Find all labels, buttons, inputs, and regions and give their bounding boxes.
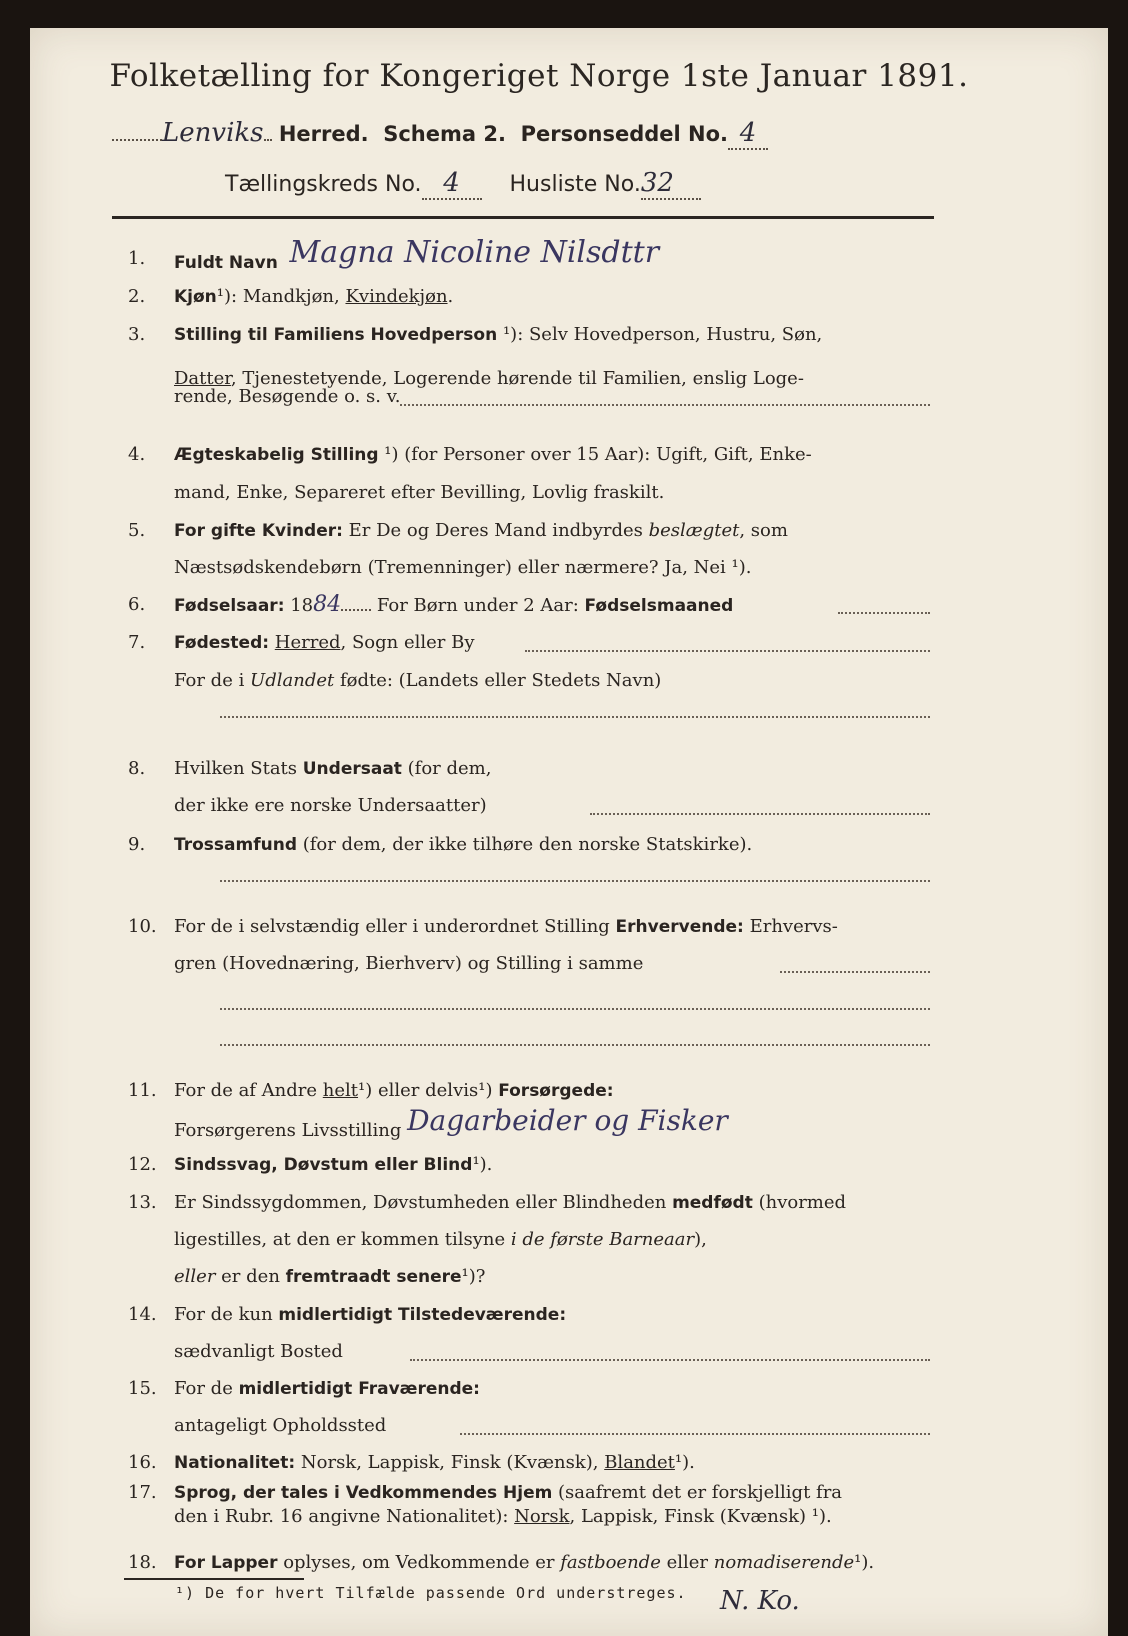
q9-answer-line (220, 880, 930, 882)
q5-italic: beslægtet (648, 520, 740, 541)
q2-label: Kjøn (174, 287, 217, 307)
q3-answer-line (400, 404, 930, 406)
q17-line2b: , Lappisk, Finsk (Kvænsk) ¹). (569, 1506, 832, 1527)
q7-underlined: Herred (274, 632, 341, 653)
taellingskreds-line (225, 168, 701, 200)
taellingskreds-label: Tællingskreds No. (225, 172, 422, 197)
q3-line1: : Selv Hovedperson, Hustru, Søn, (517, 324, 823, 345)
q18-line1c: ¹). (854, 1552, 875, 1573)
q5-label: For gifte Kvinder: (174, 521, 343, 541)
q10-line1b: Erhvervs- (743, 916, 838, 937)
q16-text: Norsk, Lappisk, Finsk (Kvænsk), (295, 1452, 605, 1473)
q11-label: Forsørgede: (498, 1081, 614, 1101)
q15-answer-line (460, 1433, 930, 1435)
q11-line1a: For de af Andre (174, 1080, 323, 1101)
q14-number: 14. (128, 1304, 157, 1325)
q7-label: Fødested: (174, 633, 270, 653)
q10-label: Erhvervende: (615, 917, 744, 937)
q10-number: 10. (128, 916, 157, 937)
q13-line3-italic: eller (174, 1266, 216, 1287)
q17-line1: (saafremt det er forskjelligt fra (552, 1482, 843, 1503)
q17-underlined: Norsk (514, 1506, 570, 1527)
q18-label: For Lapper (174, 1553, 278, 1573)
q10-answer-line-2 (220, 1008, 930, 1010)
q8-number: 8. (128, 758, 146, 779)
q6-answer: 84 (313, 592, 342, 617)
q4-line1: (for Personer over 15 Aar): Ugift, Gift, Enke- (398, 444, 812, 465)
q14-line2: sædvanligt Bosted (174, 1341, 343, 1362)
q13-number: 13. (128, 1192, 157, 1213)
q14-answer-line (410, 1359, 930, 1361)
q13-line3a: er den (215, 1266, 286, 1287)
personseddel-no: 4 (739, 118, 757, 148)
q13-line1b: (hvormed (752, 1192, 847, 1213)
q11-number: 11. (128, 1080, 157, 1101)
q2-sup: ¹) (216, 286, 232, 307)
q18-italic2: nomadiserende (713, 1552, 855, 1573)
q17-label: Sprog, der tales i Vedkommendes Hjem (174, 1483, 553, 1503)
q7-answer-line (525, 650, 930, 652)
q13-italic: i de første Barneaar (510, 1229, 695, 1250)
q18-line1a: oplyses, om Vedkommende er (277, 1552, 561, 1573)
q8-line2: der ikke ere norske Undersaatter) (174, 795, 487, 816)
q15-number: 15. (128, 1378, 157, 1399)
q10-line1a: For de i selvstændig eller i underordnet Stilling (174, 916, 616, 937)
q14-line1a: For de kun (174, 1304, 279, 1325)
q8-line1b: (for dem, (401, 758, 492, 779)
q7-line2b: fødte: (Landets eller Stedets Navn) (334, 670, 662, 691)
q5-line2: Næstsødskendebørn (Tremenninger) eller nærmere? Ja, Nei ¹). (174, 557, 752, 578)
q18-number: 18. (128, 1552, 157, 1573)
q14-label: midlertidigt Tilstedeværende: (278, 1305, 567, 1325)
q3-line3: rende, Besøgende o. s. v. (174, 386, 401, 407)
q7-text: , Sogn eller By (340, 632, 475, 653)
personseddel-label: Personseddel No. (520, 122, 728, 146)
q13-line2b: ), (694, 1229, 707, 1250)
q10-line2: gren (Hovednæring, Bierhverv) og Stilling i samme (174, 953, 644, 974)
q11-answer: Dagarbeider og Fisker (407, 1104, 728, 1137)
q4-line2: mand, Enke, Separeret efter Bevilling, Lovlig fraskilt. (174, 482, 665, 503)
footnote: ¹) De for hvert Tilfælde passende Ord understreges. (175, 1584, 687, 1602)
q3-line2: , Tjenestetyende, Logerende hørende til Familien, enslig Loge- (230, 368, 804, 389)
q5-line1: Er De og Deres Mand indbyrdes (342, 520, 649, 541)
q4-number: 4. (128, 444, 146, 465)
q11-underlined: helt (322, 1080, 359, 1101)
q2-underlined: Kvindekjøn (345, 286, 448, 307)
q2-number: 2. (128, 286, 146, 307)
q13-line1a: Er Sindssygdommen, Døvstumheden eller Blindheden (174, 1192, 673, 1213)
q5-number: 5. (128, 520, 146, 541)
q15-line1a: For de (174, 1378, 239, 1399)
q12-number: 12. (128, 1154, 157, 1175)
q10-answer-line-3 (220, 1044, 930, 1046)
q5-line1-end: , som (739, 520, 788, 541)
taellingskreds-no: 4 (443, 168, 460, 198)
herred-name: Lenviks (162, 118, 264, 148)
footnote-rule (124, 1578, 304, 1580)
q11-line1b: ¹) eller delvis¹) (358, 1080, 499, 1101)
q3-sup: ¹) (502, 324, 518, 345)
q6-text: For Børn under 2 Aar: (371, 595, 585, 616)
q8-label: Undersaat (302, 759, 402, 779)
q6-number: 6. (128, 594, 146, 615)
q11-line2: Forsørgerens Livsstilling (174, 1120, 402, 1141)
q13-line3b: ¹)? (461, 1266, 486, 1287)
q16-number: 16. (128, 1452, 157, 1473)
q7-number: 7. (128, 632, 146, 653)
signature: N. Ko. (720, 1586, 800, 1616)
q18-italic1: fastboende (560, 1552, 661, 1573)
q3-underlined: Datter (174, 368, 231, 389)
q16-label: Nationalitet: (174, 1453, 296, 1473)
q1-number: 1. (128, 248, 146, 269)
form-title: Folketælling for Kongeriget Norge 1ste Januar 1891. (109, 58, 969, 94)
q6-label2: Fødselsmaaned (584, 596, 734, 616)
q4-label: Ægteskabelig Stilling (174, 445, 379, 465)
q8-answer-line (590, 813, 930, 815)
q2-end: . (447, 286, 454, 307)
q7-italic: Udlandet (250, 670, 335, 691)
q12-label: Sindssvag, Døvstum eller Blind (174, 1155, 473, 1175)
q6-label: Fødselsaar: (174, 596, 285, 616)
q16-end: ¹). (674, 1452, 695, 1473)
q15-line2: antageligt Opholdssted (174, 1415, 387, 1436)
q13-label: medfødt (672, 1193, 753, 1213)
q1-answer: Magna Nicoline Nilsdttr (289, 235, 660, 270)
q8-line1a: Hvilken Stats (174, 758, 303, 779)
q9-label: Trossamfund (174, 835, 297, 855)
q13-label2: fremtraadt senere (285, 1267, 462, 1287)
q17-line2a: den i Rubr. 16 angivne Nationalitet): (174, 1506, 515, 1527)
q4-sup: ¹) (384, 444, 399, 465)
q16-underlined: Blandet (604, 1452, 675, 1473)
q10-answer-line-1 (780, 971, 930, 973)
q7-country-line (220, 716, 930, 718)
q6-month-line (838, 612, 930, 614)
q3-label: Stilling til Familiens Hovedperson (174, 325, 498, 345)
q6-prefix: 18 (284, 595, 314, 616)
q9-text: (for dem, der ikke tilhøre den norske Statskirke). (296, 834, 753, 855)
herred-label: Herred. (278, 122, 369, 146)
q13-line2a: ligestilles, at den er kommen tilsyne (174, 1229, 511, 1250)
q1-label: Fuldt Navn (174, 253, 278, 273)
q12-text: ¹). (472, 1154, 493, 1175)
q7-line2a: For de i (174, 670, 251, 691)
herred-line (112, 118, 768, 150)
q18-line1b: eller (660, 1552, 714, 1573)
header-rule (112, 216, 934, 219)
q17-number: 17. (128, 1482, 157, 1503)
q2-text: : Mandkjøn, (231, 286, 346, 307)
husliste-no: 32 (640, 168, 674, 198)
q15-label: midlertidigt Fraværende: (238, 1379, 480, 1399)
schema-label: Schema 2. (383, 122, 506, 146)
q3-number: 3. (128, 324, 146, 345)
husliste-label: Husliste No. (509, 172, 641, 197)
q9-number: 9. (128, 834, 146, 855)
